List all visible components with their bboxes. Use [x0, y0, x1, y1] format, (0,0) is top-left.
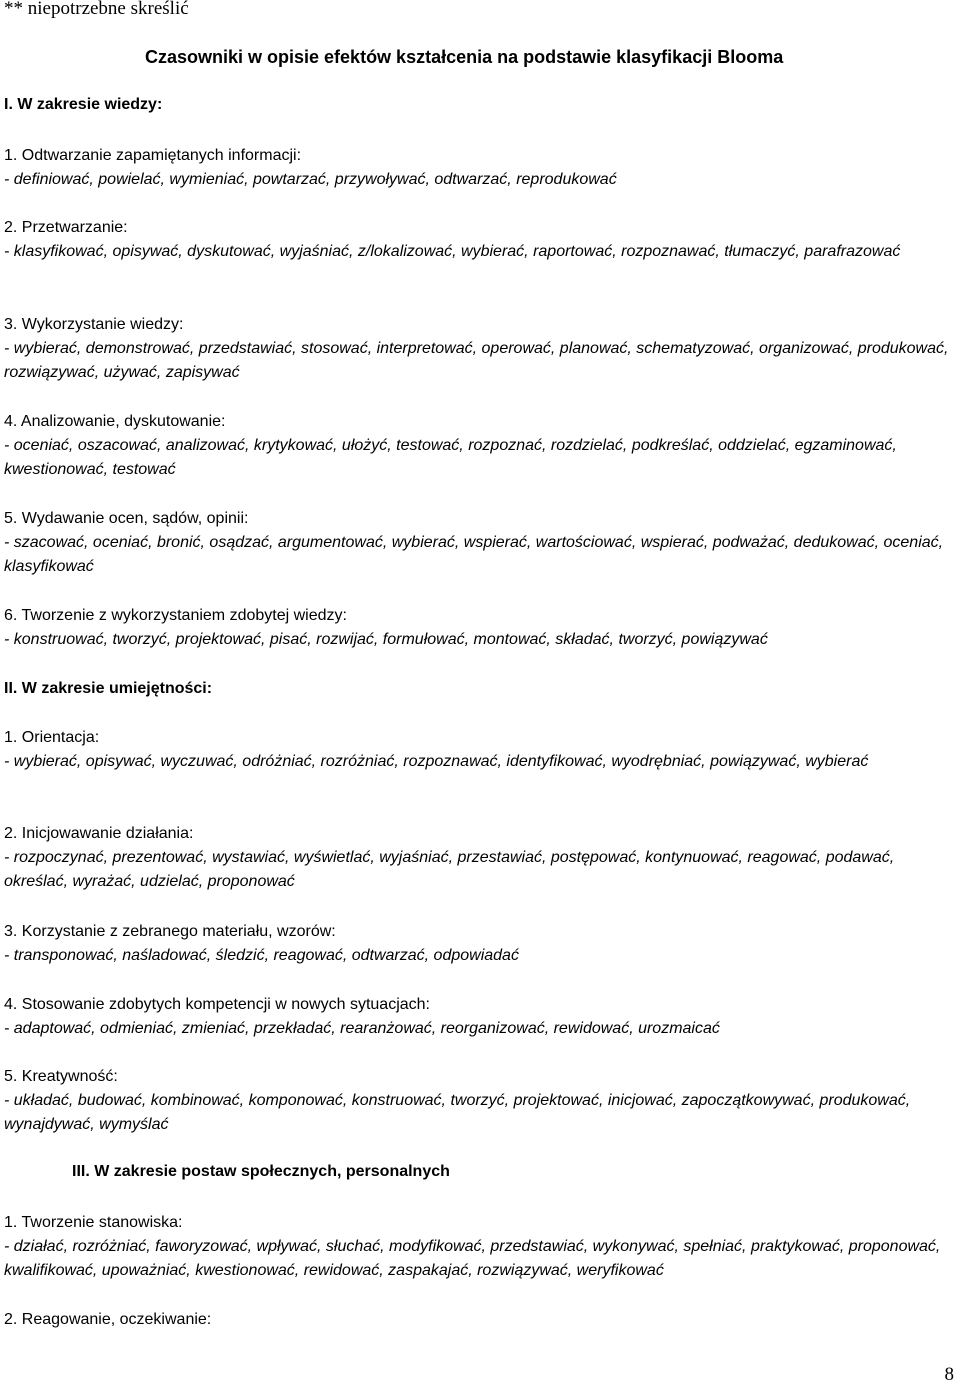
item-heading: 2. Przetwarzanie: — [4, 219, 128, 236]
section-3-item-2 — [4, 1308, 956, 1332]
verb-list: - klasyfikować, opisywać, dyskutować, wyjaśniać, z/lokalizować, wybierać, raportować, rozpoznawać, tłumaczyć, parafrazować — [4, 243, 901, 260]
item-heading: 1. Tworzenie stanowiska: — [4, 1214, 183, 1231]
item-heading: 1. Orientacja: — [4, 729, 100, 746]
verb-list: - definiować, powielać, wymieniać, powtarzać, przywoływać, odtwarzać, reprodukować — [4, 171, 617, 188]
verb-list: - układać, budować, kombinować, komponować, konstruować, tworzyć, projektować, inicjować, zapoczątkowywać, produkować, wynajdywać, wymyślać — [4, 1092, 911, 1133]
item-heading: 6. Tworzenie z wykorzystaniem zdobytej wiedzy: — [4, 607, 347, 624]
section-3-heading: III. W zakresie postaw społecznych, personalnych — [72, 1163, 450, 1180]
item-heading: 1. Odtwarzanie zapamiętanych informacji: — [4, 147, 302, 164]
item-heading: 4. Analizowanie, dyskutowanie: — [4, 413, 226, 430]
verb-list: - rozpoczynać, prezentować, wystawiać, wyświetlać, wyjaśniać, przestawiać, postępować, kontynuować, reagować, podawać, określać, wyrażać, udzielać, proponować — [4, 849, 895, 890]
verb-list: - adaptować, odmieniać, zmieniać, przekładać, rearanżować, reorganizować, rewidować, urozmaicać — [4, 1020, 720, 1037]
section-1-heading: I. W zakresie wiedzy: — [4, 96, 163, 113]
section-1-item-3 — [4, 313, 956, 385]
page-number: 8 — [944, 1364, 954, 1385]
section-1-item-5 — [4, 507, 956, 579]
item-heading: 3. Korzystanie z zebranego materiału, wzorów: — [4, 923, 336, 940]
section-1-item-4 — [4, 410, 956, 482]
verb-list: - wybierać, opisywać, wyczuwać, odróżniać, rozróżniać, rozpoznawać, identyfikować, wyodrębniać, powiązywać, wybierać — [4, 753, 869, 770]
verb-list: - oceniać, oszacować, analizować, krytykować, ułożyć, testować, rozpoznać, rozdzielać, podkreślać, oddzielać, egzaminować, kwestionować, testować — [4, 437, 897, 478]
section-2-item-5 — [4, 1065, 956, 1137]
verb-list: - wybierać, demonstrować, przedstawiać, stosować, interpretować, operować, planować, schematyzować, organizować, produkować, rozwiązywać, używać, zapisywać — [4, 340, 949, 381]
verb-list: - transponować, naśladować, śledzić, reagować, odtwarzać, odpowiadać — [4, 947, 519, 964]
verb-list: - działać, rozróżniać, faworyzować, wpływać, słuchać, modyfikować, przedstawiać, wykonywać, spełniać, praktykować, proponować, kwalifikować, upoważniać, kwestionować, rewidować, zaspakajać, rozwiązywać, weryfikować — [4, 1238, 941, 1279]
item-heading: 3. Wykorzystanie wiedzy: — [4, 316, 184, 333]
section-2-item-2 — [4, 822, 956, 894]
section-3-item-1 — [4, 1211, 956, 1283]
section-2-item-4 — [4, 993, 956, 1041]
footnote-note: ** niepotrzebne skreślić — [4, 0, 189, 19]
verb-list: - konstruować, tworzyć, projektować, pisać, rozwijać, formułować, montować, składać, tworzyć, powiązywać — [4, 631, 768, 648]
item-heading: 2. Inicjowawanie działania: — [4, 825, 194, 842]
section-2-item-1 — [4, 726, 956, 774]
section-1-item-2 — [4, 216, 956, 264]
item-heading: 4. Stosowanie zdobytych kompetencji w nowych sytuacjach: — [4, 996, 430, 1013]
item-heading: 5. Kreatywność: — [4, 1068, 118, 1085]
document-title: Czasowniki w opisie efektów kształcenia na podstawie klasyfikacji Blooma — [145, 47, 784, 67]
section-1-item-6 — [4, 604, 956, 652]
section-1-item-1 — [4, 144, 956, 192]
item-heading: 5. Wydawanie ocen, sądów, opinii: — [4, 510, 249, 527]
item-heading: 2. Reagowanie, oczekiwanie: — [4, 1311, 212, 1328]
verb-list: - szacować, oceniać, bronić, osądzać, argumentować, wybierać, wspierać, wartościować, wspierać, podważać, dedukować, oceniać, klasyfikować — [4, 534, 944, 575]
section-2-item-3 — [4, 920, 956, 968]
section-2-heading: II. W zakresie umiejętności: — [4, 680, 213, 697]
